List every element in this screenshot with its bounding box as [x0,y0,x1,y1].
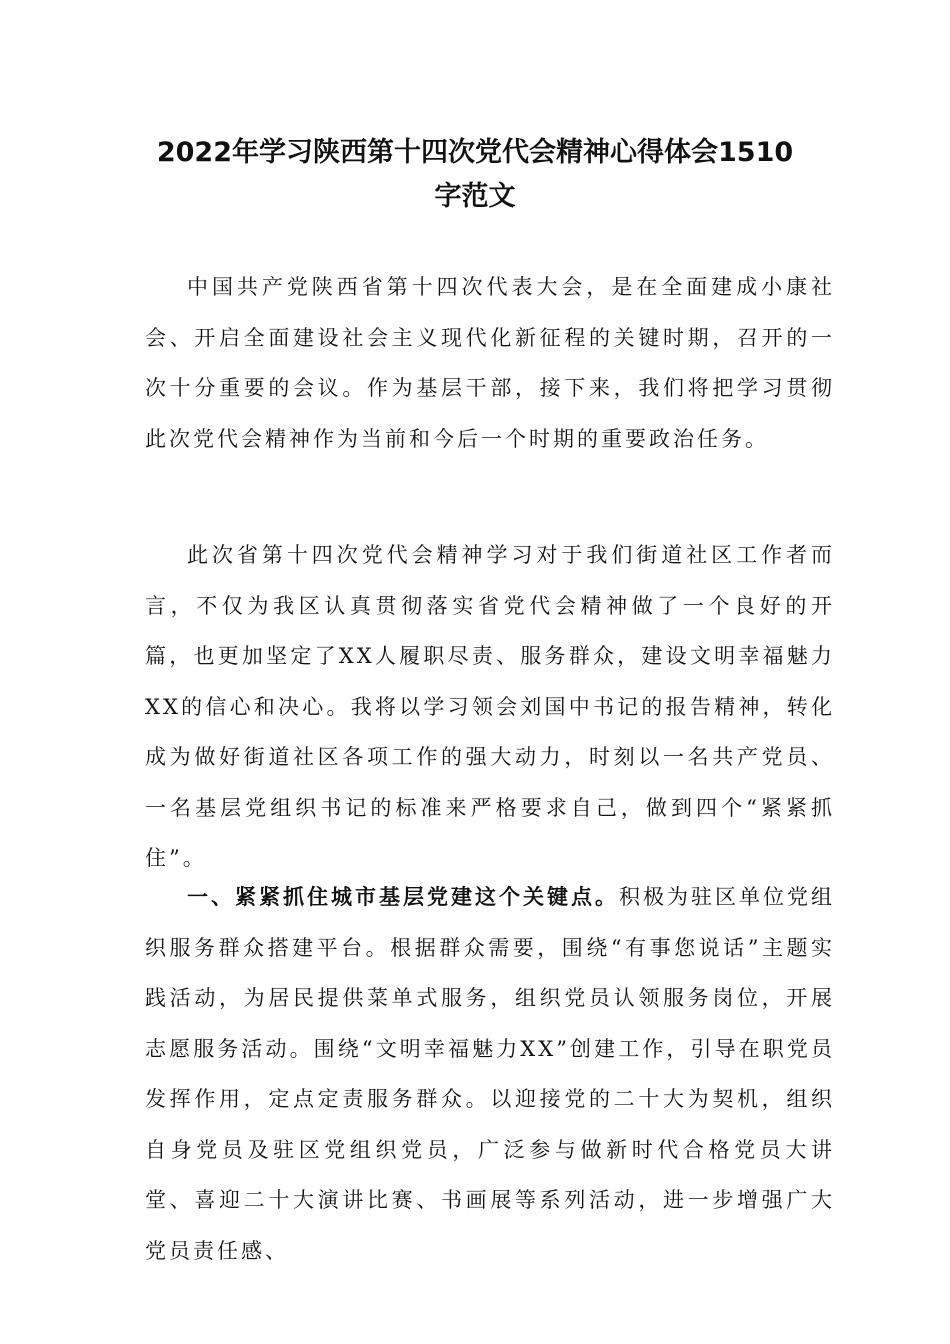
title-line-1: 2022年学习陕西第十四次党代会精神心得体会1510 [156,137,794,168]
paragraph-text: 此次省第十四次党代会精神学习对于我们街道社区工作者而言，不仅为我区认真贯彻落实省党代会精神做了一个良好的开篇，也更加坚定了XX人履职尽责、服务群众，建设文明幸福魅力XX的信心和决心。我将以学习领会刘国中书记的报告精神，转化成为做好街道社区各项工作的强大动力，时刻以一名共产党员、一名基层党组织书记的标准来严格要求自己，做到四个“紧紧抓住”。 [145,543,835,870]
paragraph-intro [145,262,835,464]
title-line-2: 字范文 [434,181,516,212]
paragraph-text: 积极为驻区单位党组织服务群众搭建平台。根据群众需要，围绕“有事您说话”主题实践活动，为居民提供菜单式服务，组织党员认领服务岗位，开展志愿服务活动。围绕“文明幸福魅力XX”创建工作，引导在职党员发挥作用，定点定责服务群众。以迎接党的二十大为契机，组织自身党员及驻区党组织党员，广泛参与做新时代合格党员大讲堂、喜迎二十大演讲比赛、书画展等系列活动，进一步增强广大党员责任感、 [145,885,835,1263]
paragraph-point-one [145,872,835,1276]
paragraph-study [145,530,835,884]
paragraph-heading: 一、紧紧抓住城市基层党建这个关键点。 [187,884,619,909]
paragraph-text: 中国共产党陕西省第十四次代表大会，是在全面建成小康社会、开启全面建设社会主义现代化新征程的关键时期，召开的一次十分重要的会议。作为基层干部，接下来，我们将把学习贯彻此次党代会精神作为当前和今后一个时期的重要政治任务。 [145,275,835,451]
document-title [100,131,850,219]
